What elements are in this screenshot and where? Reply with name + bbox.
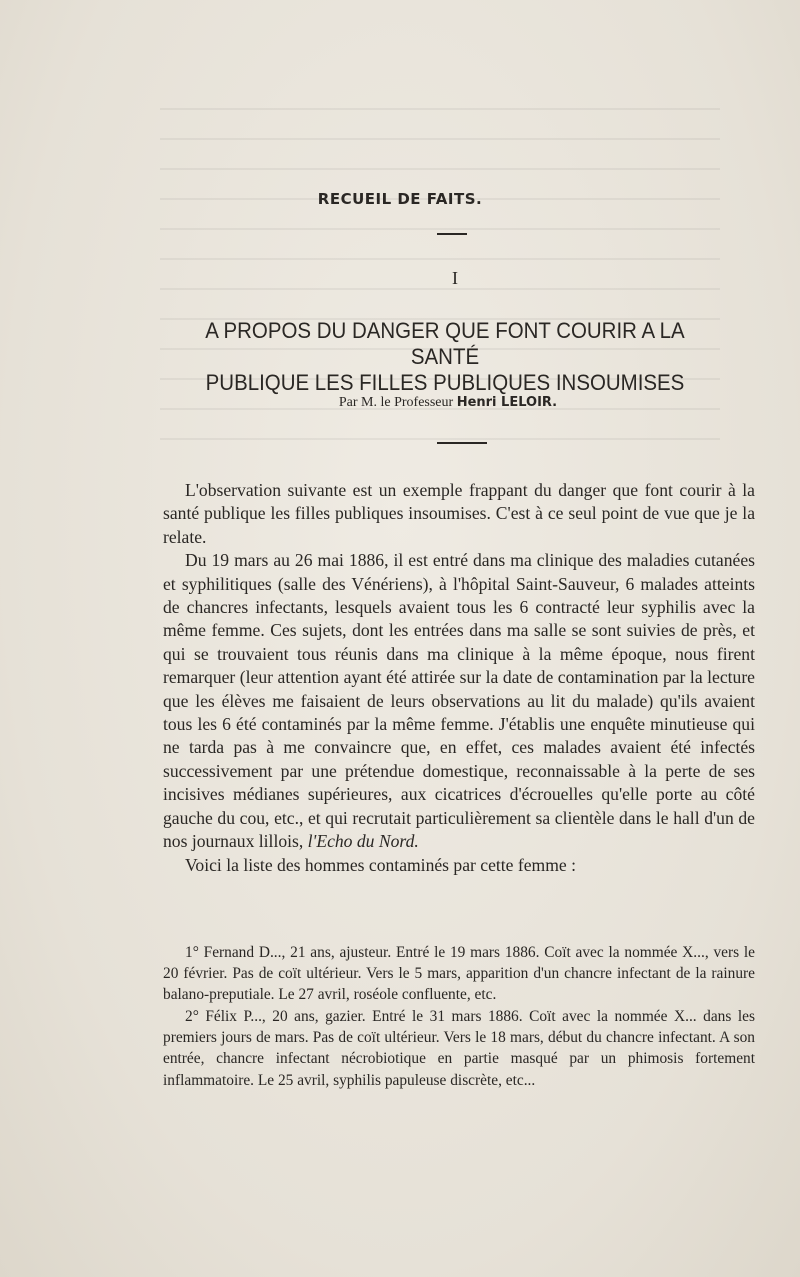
- journal-name: l'Echo du Nord.: [307, 831, 419, 852]
- title-line-2: PUBLIQUE LES FILLES PUBLIQUES INSOUMISES: [205, 370, 685, 395]
- byline-rule: [437, 442, 487, 444]
- case-entry: 2° Félix P..., 20 ans, gazier. Entré le 31 mars 1886. Coït avec la nommée X... dans les premiers jours de mars. Pas de coït ultérieur. Vers le 18 mars, début du chancre infectant. A son entrée, chancre infectant nécrobiotique en partie masqué par un phimosis fortement inflammatoire. Le 25 avril, syphilis papuleuse discrète, etc...: [163, 1008, 755, 1089]
- section-heading: RECUEIL DE FAITS.: [317, 190, 483, 208]
- heading-rule: [437, 233, 467, 235]
- paragraph: Voici la liste des hommes contaminés par cette femme :: [185, 854, 577, 875]
- article-body: [163, 479, 755, 877]
- article-number: I: [452, 268, 458, 288]
- byline-prefix: Par M. le Professeur: [338, 395, 454, 410]
- article-title: [180, 318, 710, 396]
- case-entry: 1° Fernand D..., 21 ans, ajusteur. Entré le 19 mars 1886. Coït avec la nommée X..., vers le 20 février. Pas de coït ultérieur. Vers le 5 mars, apparition d'un chancre infectant de la rainure balano-preputiale. Le 27 avril, roséole confluente, etc.: [163, 944, 755, 1004]
- byline: [163, 395, 733, 411]
- paragraph: L'observation suivante est un exemple frappant du danger que font courir à la santé publique les filles publiques insoumises. C'est à ce seul point de vue que je la relate.: [163, 480, 755, 547]
- paragraph-text: Du 19 mars au 26 mai 1886, il est entré dans ma clinique des maladies cutanées et syphilitiques (salle des Vénériens), à l'hôpital Saint-Sauveur, 6 malades atteints de chancres infectants, lesquels avaient tous les 6 contracté leur syphilis avec la même femme. Ces sujets, dont les entrées dans ma salle se sont suivies de près, et qui se trouvaient tous réunis dans ma clinique à la même époque, nous firent remarquer (leur attention ayant été attirée sur la date de contamination par la lecture que les élèves me faisaient de leurs observations au lit du malade) qu'ils avaient tous les 6 été contaminés par la même femme. J'établis une enquête minutieuse qui ne tarda pas à me convaincre que, en effet, ces malades avaient été infectés successivement par une prétendue domestique, reconnaissable à la perte de ses incisives médianes supérieures, aux cicatrices d'écrouelles qu'elle porte au côté gauche du cou, etc., et qui recrutait particulièrement sa clientèle dans le hall d'un de nos journaux lillois,: [163, 550, 755, 852]
- author-name: Henri LELOIR.: [456, 395, 558, 410]
- paragraph: [163, 549, 755, 853]
- case-list: [163, 942, 755, 1092]
- title-line-1: A PROPOS DU DANGER QUE FONT COURIR A LA SANTÉ: [205, 318, 685, 369]
